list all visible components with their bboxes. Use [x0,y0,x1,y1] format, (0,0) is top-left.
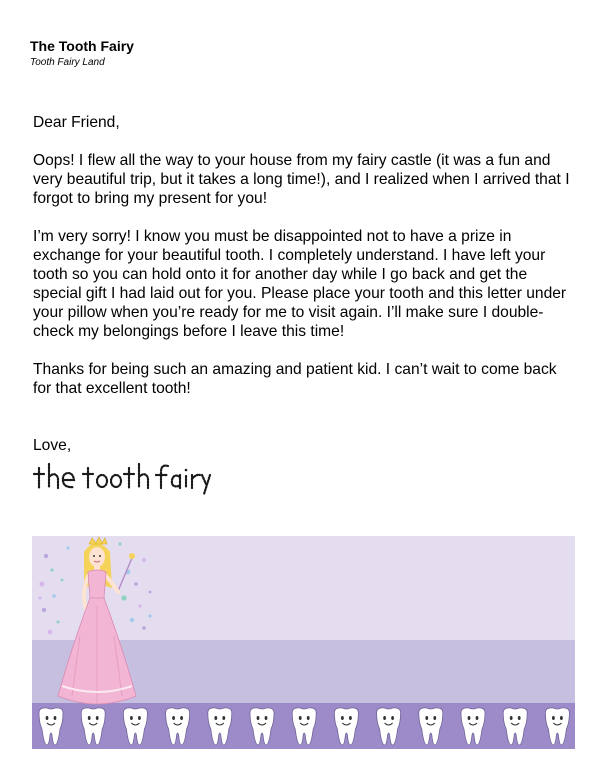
sparkle-dot [130,618,134,622]
signature-lettering-image [33,458,213,498]
sparkle-dot [118,542,121,545]
letter-closing: Love, [33,437,72,454]
letter-paragraph-2: I’m very sorry! I know you must be disappointed not to have a prize in exchange for your beautiful tooth. I completely understand. I have left your tooth so you can hold onto it for another day while I go back and get the special gift I had laid out for you. Please place your tooth and this letter under your pillow when you’re ready for me to visit again. I’ll make sure I double-check my belongings before I leave this time! [33,228,567,340]
sparkle-dot [66,546,69,549]
sparkle-dot [142,626,146,630]
letter-paragraph-1: Oops! I flew all the way to your house from my fairy castle (it was a fun and very beautiful trip, but it takes a long time!), and I realized when I arrived that I forgot to bring my present for you! [33,152,570,207]
sparkle-dot [42,608,46,612]
letter-body [33,113,573,474]
sparkle-dot [121,595,126,600]
sparkle-dot [149,591,152,594]
letter-greeting: Dear Friend, [33,114,120,131]
sparkle-dot [39,581,44,586]
sparkle-dot [44,554,48,558]
sparkle-dot [138,604,141,607]
sparkle-dot [57,621,60,624]
signature [33,458,213,498]
sparkle-dot [50,568,53,571]
sender-address: Tooth Fairy Land [30,57,105,68]
sparkle-dot [61,579,64,582]
sparkle-dot [52,594,56,598]
sparkle-dot [134,582,138,586]
letterhead [30,38,134,69]
tooth-fairy-banner-image [32,536,575,749]
decorative-banner [32,536,575,749]
letter-paragraph-3: Thanks for being such an amazing and patient kid. I can’t wait to come back for that excellent tooth! [33,361,557,397]
sparkle-dot [142,558,146,562]
sparkle-dot [48,630,53,635]
sparkle-dot [148,614,151,617]
sparkle-dot [38,596,41,599]
sender-name: The Tooth Fairy [30,38,134,54]
